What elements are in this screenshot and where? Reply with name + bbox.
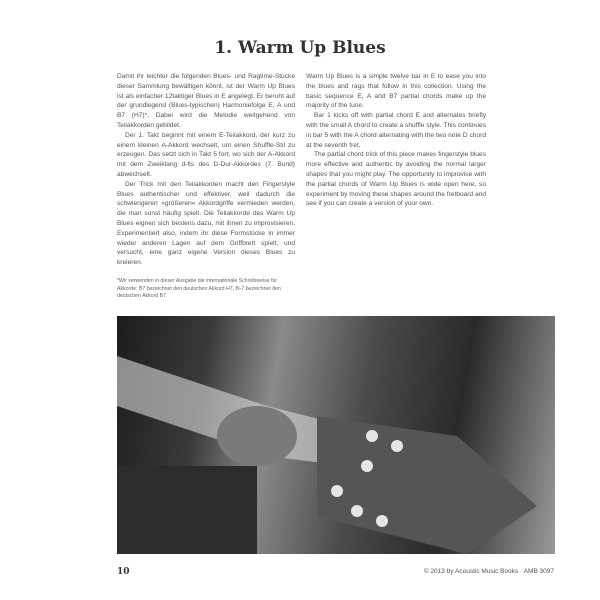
paragraph: Der 1. Takt beginnt mit einem E-Teilakkord, der kurz zu einem kleinen A-Akkord wechselt, um einen Shuffle-Stil zu erzeugen. Das setzt sich in Takt 5 fort, wo sich der A-Akkord mit dem Zweiklang d-fis des D-Dur-Akkordes (7. Bund) abwechselt. xyxy=(117,131,295,178)
english-text-column xyxy=(306,72,486,209)
paragraph: The partial chord trick of this piece makes fingerstyle blues more effective and authentic by avoiding the normal larger shapes that you might play. The opportunity to improvise with the partial chords of Warm Up Blues is wide open here, so experiment by moving these shapes around the fretboard and see if you can create a version of your own. xyxy=(306,151,486,208)
guitar-photo xyxy=(117,316,555,554)
guitar-illustration xyxy=(117,316,555,554)
paragraph: Damit ihr leichter die folgenden Blues- und Ragtime-Stücke dieser Sammlung bewältigen könnt, ist der Warm Up Blues ist als einfacher 12taktiger Blues in E angelegt. Er beruht auf der grundlegend (Blues-typischen) Harmoniefolge E, A und B7 (H7)*. Dabei wird die Melodie weitgehend von Teilakkorden gebildet. xyxy=(117,73,295,129)
paragraph: Warm Up Blues is a simple twelve bar in E to ease you into the blues and rags that follow in this collection. Using the basic sequence E, A and B7 partial chords make up the majority of the tune. xyxy=(306,73,486,110)
paragraph: Bar 1 kicks off with partial chord E and alternates briefly with the small A chord to create a shuffle style. This continues in bar 5 with the A chord alternating with the two note D chord at the seventh fret. xyxy=(306,112,486,149)
german-text-column xyxy=(117,72,295,301)
copyright: © 2013 by Acoustic Music Books · AMB 3097 xyxy=(423,568,554,575)
page-title: 1. Warm Up Blues xyxy=(214,38,386,58)
guitar-headstock xyxy=(317,416,537,554)
paragraph: Der Trick mit den Teilakkorden macht den Fingerstyle Blues authentischer und effektiver, weil dadurch die schwierigeren »größeren« Akkordgriffe vermieden werden, die man sonst häufig spielt. Die Teilakkorde des Warm Up Blues eignen sich bestens dazu, mit ihnen zu improvisieren. Experimentiert also, indem ihr diese Formstücke in immer wieder anderen Lagen auf dem Griffbrett spielt, und versucht, eine ganz eigene Version dieses Blues zu kreieren. xyxy=(117,180,295,267)
page-number: 10 xyxy=(117,567,130,577)
hand xyxy=(217,406,297,466)
jeans xyxy=(117,466,257,554)
footnote: *Wir verwenden in dieser Ausgabe die internationale Schreibweise für Akkorde: B7 bezeichnet den deutschen Akkord H7, B♭7 bezeichnet den deutschen Akkord B7. xyxy=(117,277,281,300)
